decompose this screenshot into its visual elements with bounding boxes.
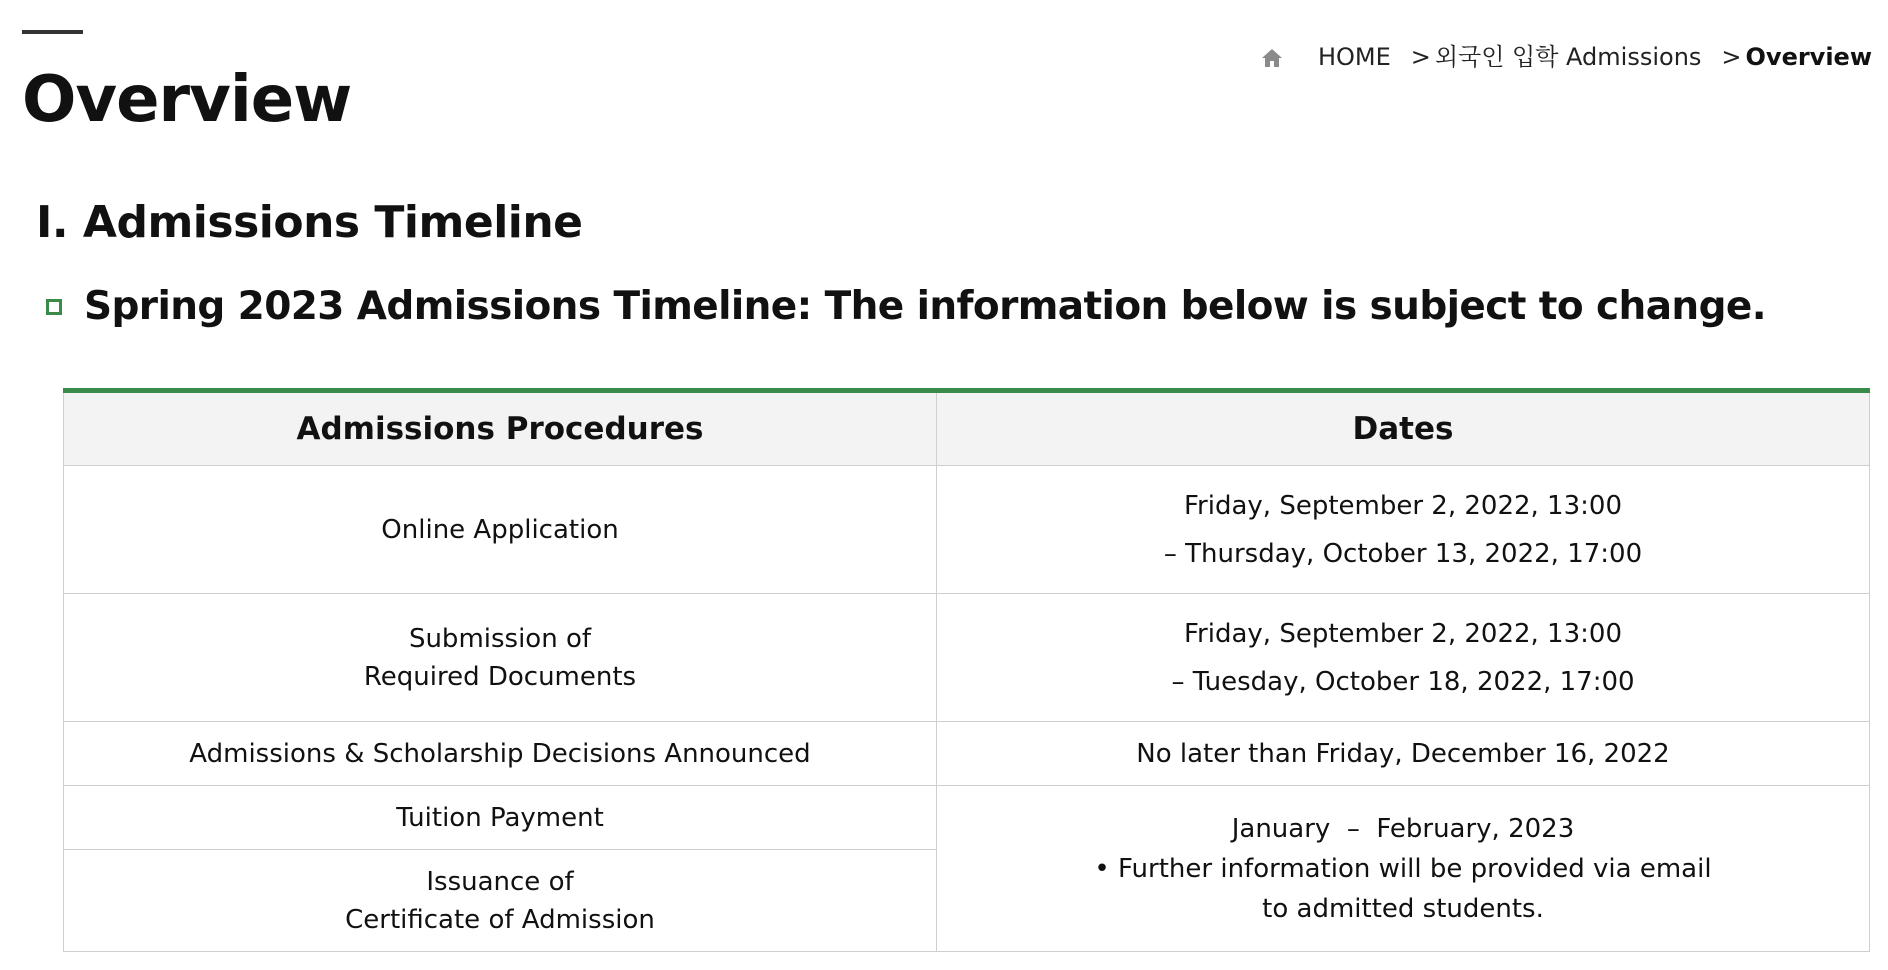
breadcrumb-separator: > — [1721, 43, 1742, 71]
note-text: to admitted students. — [1262, 893, 1544, 924]
table-header-row — [64, 391, 1870, 466]
breadcrumb — [1260, 40, 1872, 74]
procedure-text: Issuance of — [426, 866, 574, 897]
page-title: Overview — [22, 63, 352, 137]
note-text: • Further information will be provided via email — [1094, 853, 1712, 884]
procedure-cell — [64, 786, 937, 850]
date-text: No later than Friday, December 16, 2022 — [1136, 738, 1670, 769]
date-text: Friday, September 2, 2022, 13:00 — [1183, 618, 1622, 649]
procedure-cell — [64, 466, 937, 594]
section-heading: Ⅰ. Admissions Timeline — [36, 197, 583, 248]
breadcrumb-separator: > — [1410, 43, 1431, 71]
procedure-text: Tuition Payment — [396, 802, 604, 833]
breadcrumb-admissions-link[interactable]: 외국인 입학 Admissions — [1434, 43, 1702, 71]
date-text: Friday, September 2, 2022, 13:00 — [1183, 490, 1622, 521]
dates-cell-merged — [937, 786, 1870, 952]
procedure-text: Required Documents — [363, 661, 637, 692]
procedure-text: Admissions & Scholarship Decisions Announced — [189, 738, 811, 769]
breadcrumb-current: Overview — [1745, 43, 1872, 71]
table-row — [64, 722, 1870, 786]
header-dates: Dates — [937, 391, 1870, 466]
procedure-cell — [64, 594, 937, 722]
procedure-text: Online Application — [381, 514, 619, 545]
date-text: January – February, 2023 — [1231, 813, 1575, 844]
square-bullet-icon — [46, 299, 62, 315]
procedure-text: Submission of — [408, 623, 592, 654]
breadcrumb-home-link[interactable]: HOME — [1317, 43, 1391, 71]
dates-cell — [937, 466, 1870, 594]
procedure-text: Certificate of Admission — [345, 904, 655, 935]
dates-cell — [937, 722, 1870, 786]
title-accent-bar — [22, 30, 83, 34]
procedure-cell — [64, 722, 937, 786]
procedure-cell — [64, 850, 937, 952]
date-text: – Tuesday, October 18, 2022, 17:00 — [1171, 666, 1635, 697]
admissions-timeline-table — [63, 388, 1870, 952]
home-icon[interactable] — [1260, 45, 1284, 69]
sub-heading-text: Spring 2023 Admissions Timeline: The information below is subject to change. — [84, 284, 1766, 329]
sub-heading — [46, 282, 1766, 332]
table-row — [64, 466, 1870, 594]
table-row — [64, 786, 1870, 850]
table-row — [64, 594, 1870, 722]
date-text: – Thursday, October 13, 2022, 17:00 — [1163, 538, 1643, 569]
header-procedures: Admissions Procedures — [64, 391, 937, 466]
dates-cell — [937, 594, 1870, 722]
